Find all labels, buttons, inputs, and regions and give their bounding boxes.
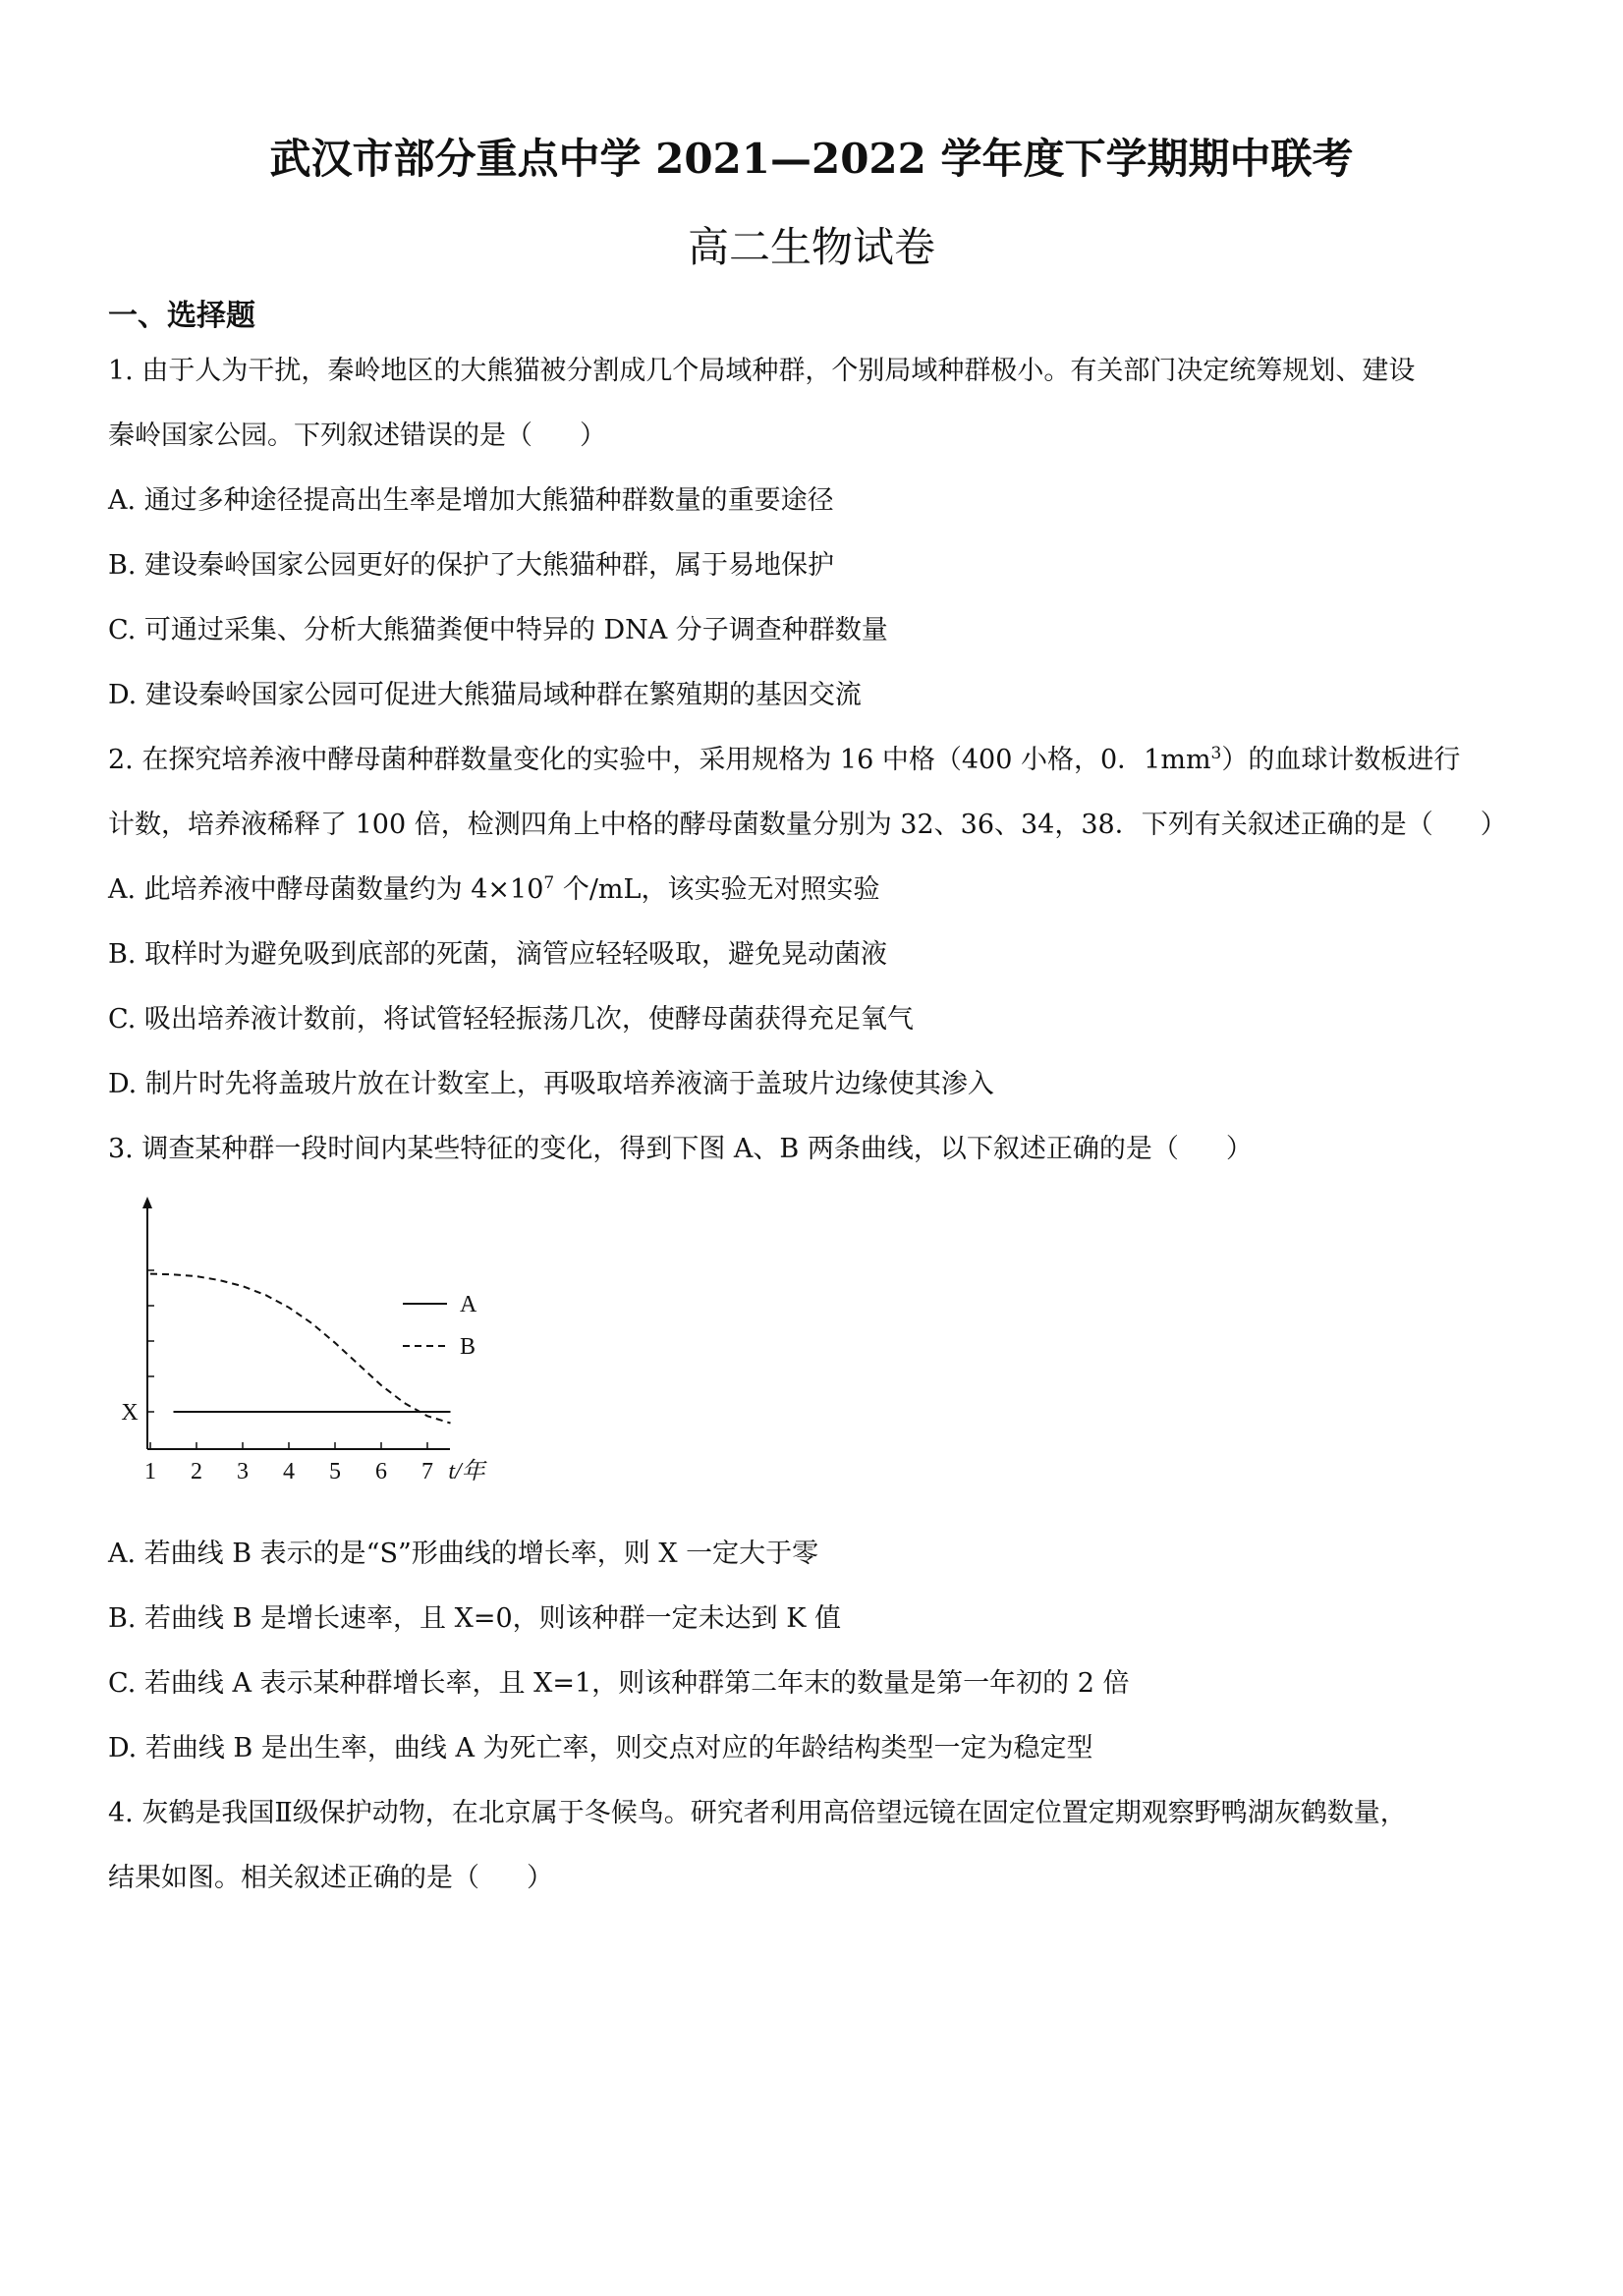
q4-stem-close: ） xyxy=(527,1863,553,1893)
q2-stem-text-end: ）的血球计数板进行 xyxy=(1221,745,1461,775)
y-marker-label: X xyxy=(121,1400,139,1426)
q2-stem-text-2: 计数，培养液稀释了 100 倍，检测四角上中格的酵母菌数量分别为 32、36、34，38．下列有关叙述正确的是（ xyxy=(108,810,1433,840)
q2-option-a xyxy=(108,870,879,910)
x-tick-label-4: 4 xyxy=(283,1459,295,1484)
q2-superscript: 3 xyxy=(1210,744,1222,763)
q1-stem-line-2 xyxy=(108,417,606,456)
section-heading: 一、选择题 xyxy=(108,299,255,333)
q2-option-b: B. 取样时为避免吸到底部的死菌，滴管应轻轻吸取，避免晃动菌液 xyxy=(108,939,888,970)
series-line-B xyxy=(150,1274,451,1424)
x-tick-label-5: 5 xyxy=(329,1459,341,1484)
q1-stem-text: 秦岭国家公园。下列叙述错误的是（ xyxy=(108,420,532,451)
q2-stem-line-2 xyxy=(108,806,1507,845)
q1-option-b: B. 建设秦岭国家公园更好的保护了大熊猫种群，属于易地保护 xyxy=(108,550,835,581)
q3-chart-svg xyxy=(108,1189,521,1493)
q2-option-d: D. 制片时先将盖玻片放在计数室上，再吸取培养液滴于盖玻片边缘使其渗入 xyxy=(108,1069,994,1099)
q3-option-c: C. 若曲线 A 表示某种群增长率，且 X=1，则该种群第二年末的数量是第一年初的 2 倍 xyxy=(108,1668,1130,1699)
q1-option-d: D. 建设秦岭国家公园可促进大熊猫局域种群在繁殖期的基因交流 xyxy=(108,680,862,710)
q3-stem-line-1 xyxy=(108,1130,1253,1169)
y-axis-arrow xyxy=(142,1197,152,1208)
q1-option-a: A. 通过多种途径提高出生率是增加大熊猫种群数量的重要途径 xyxy=(108,485,834,516)
exam-subtitle: 高二生物试卷 xyxy=(687,223,935,271)
q2-stem-close: ） xyxy=(1480,810,1507,840)
q2-stem-text: 2. 在探究培养液中酵母菌种群数量变化的实验中，采用规格为 16 中格（400 小格，0．1mm xyxy=(108,745,1211,775)
legend-label-B: B xyxy=(460,1334,476,1360)
x-tick-label-2: 2 xyxy=(191,1459,202,1484)
q4-stem-text: 结果如图。相关叙述正确的是（ xyxy=(108,1863,479,1893)
x-tick-label-6: 6 xyxy=(375,1459,387,1484)
x-tick-label-7: 7 xyxy=(421,1459,433,1484)
q2-stem-line-1 xyxy=(108,741,1460,780)
q3-chart xyxy=(108,1189,521,1493)
q3-option-b: B. 若曲线 B 是增长速率，且 X=0，则该种群一定未达到 K 值 xyxy=(108,1603,841,1634)
q1-stem-close: ） xyxy=(580,420,606,451)
q2-option-a-exponent: 7 xyxy=(543,873,555,893)
x-tick-label-3: 3 xyxy=(237,1459,249,1484)
q1-stem-line-1: 1. 由于人为干扰，秦岭地区的大熊猫被分割成几个局域种群，个别局域种群极小。有关部门决定统筹规划、建设 xyxy=(108,356,1416,386)
q2-option-c: C. 吸出培养液计数前，将试管轻轻振荡几次，使酵母菌获得充足氧气 xyxy=(108,1004,914,1035)
legend-label-A: A xyxy=(460,1292,477,1317)
q1-option-c: C. 可通过采集、分析大熊猫粪便中特异的 DNA 分子调查种群数量 xyxy=(108,615,888,645)
x-axis-label: t/年 xyxy=(448,1459,485,1484)
q4-stem-line-2 xyxy=(108,1859,553,1898)
q2-option-a-text: A. 此培养液中酵母菌数量约为 4×10 xyxy=(108,874,544,905)
q3-option-d: D. 若曲线 B 是出生率，曲线 A 为死亡率，则交点对应的年龄结构类型一定为稳定型 xyxy=(108,1733,1093,1764)
q4-stem-line-1: 4. 灰鹤是我国Ⅱ级保护动物，在北京属于冬候鸟。研究者利用高倍望远镜在固定位置定期观察野鸭湖灰鹤数量， xyxy=(108,1798,1407,1828)
q2-option-a-text-end: 个/mL，该实验无对照实验 xyxy=(554,874,880,905)
q3-stem-text: 3. 调查某种群一段时间内某些特征的变化，得到下图 A、B 两条曲线，以下叙述正确的是（ xyxy=(108,1134,1179,1164)
exam-title: 武汉市部分重点中学 2021—2022 学年度下学期期中联考 xyxy=(269,135,1354,183)
q3-option-a: A. 若曲线 B 表示的是“S”形曲线的增长率，则 X 一定大于零 xyxy=(108,1539,819,1569)
q3-stem-close: ） xyxy=(1225,1134,1253,1164)
x-tick-label-1: 1 xyxy=(144,1459,156,1484)
